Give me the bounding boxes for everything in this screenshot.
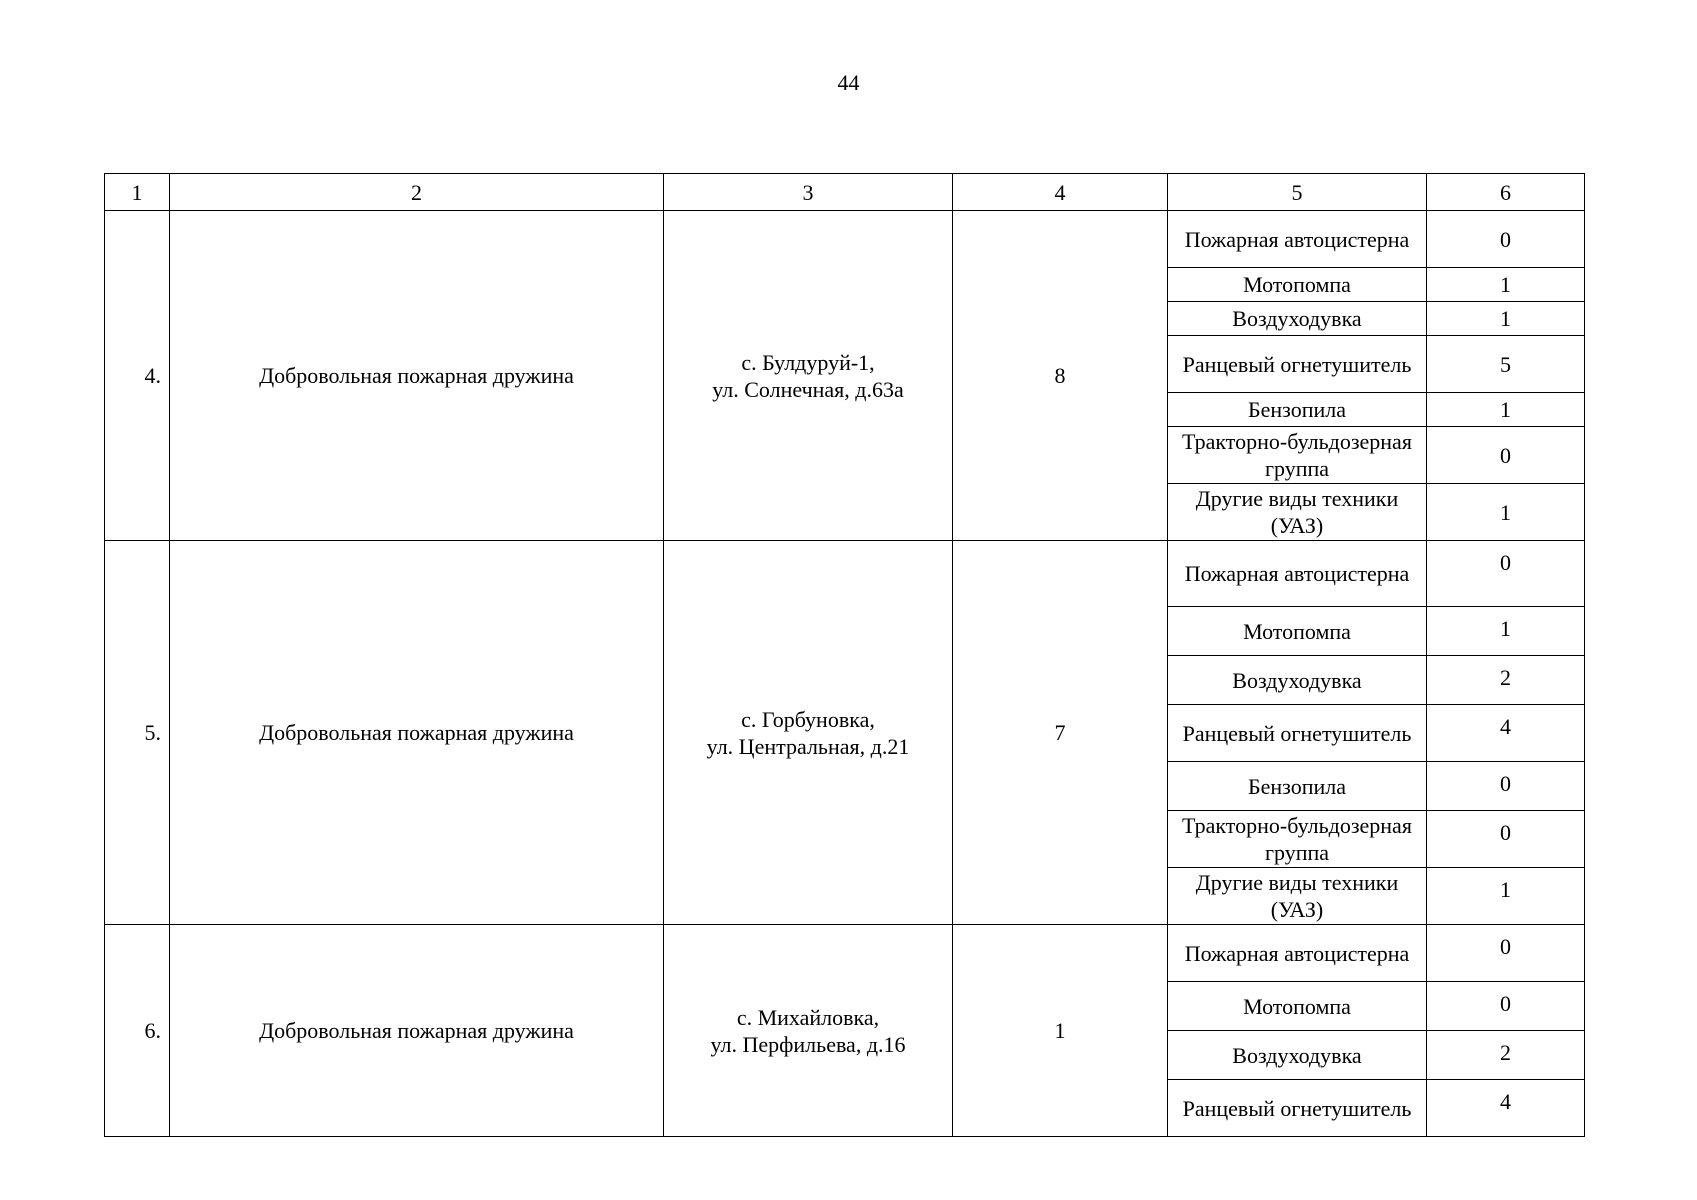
table-row — [105, 925, 1585, 982]
equipment-qty: 0 — [1427, 211, 1585, 268]
equipment-item: Мотопомпа — [1168, 982, 1427, 1031]
address-line-1: с. Булдуруй-1, — [741, 349, 875, 375]
equipment-item: Воздуходувка — [1168, 1031, 1427, 1080]
equipment-item: Другие виды техники (УАЗ) — [1168, 484, 1427, 541]
address-line-1: с. Михайловка, — [736, 1004, 880, 1030]
equipment-qty: 1 — [1427, 868, 1585, 925]
equipment-item: Мотопомпа — [1168, 268, 1427, 302]
header-cell: 3 — [664, 174, 953, 211]
equipment-item: Мотопомпа — [1168, 607, 1427, 656]
equipment-qty: 0 — [1427, 541, 1585, 607]
equipment-item: Воздуходувка — [1168, 302, 1427, 336]
equipment-qty: 1 — [1427, 268, 1585, 302]
table-row — [105, 211, 1585, 268]
row-number: 6. — [105, 925, 170, 1137]
unit-name: Добровольная пожарная дружина — [170, 925, 664, 1137]
equipment-item: Пожарная автоцистерна — [1168, 211, 1427, 268]
unit-address — [664, 211, 953, 541]
header-cell: 4 — [953, 174, 1168, 211]
equipment-item: Пожарная автоцистерна — [1168, 925, 1427, 982]
member-count: 8 — [953, 211, 1168, 541]
equipment-qty: 4 — [1427, 705, 1585, 762]
equipment-item: Воздуходувка — [1168, 656, 1427, 705]
equipment-qty: 1 — [1427, 302, 1585, 336]
row-number: 5. — [105, 541, 170, 925]
equipment-qty: 2 — [1427, 1031, 1585, 1080]
equipment-item: Другие виды техники (УАЗ) — [1168, 868, 1427, 925]
equipment-qty: 0 — [1427, 811, 1585, 868]
equipment-qty: 4 — [1427, 1080, 1585, 1137]
equipment-item: Тракторно-бульдозерная группа — [1168, 811, 1427, 868]
equipment-qty: 1 — [1427, 393, 1585, 427]
equipment-qty: 0 — [1427, 925, 1585, 982]
unit-address — [664, 541, 953, 925]
equipment-qty: 0 — [1427, 762, 1585, 811]
equipment-item: Ранцевый огнетушитель — [1168, 336, 1427, 393]
equipment-qty: 0 — [1427, 982, 1585, 1031]
header-cell: 1 — [105, 174, 170, 211]
equipment-qty: 2 — [1427, 656, 1585, 705]
equipment-item: Ранцевый огнетушитель — [1168, 1080, 1427, 1137]
equipment-item: Бензопила — [1168, 762, 1427, 811]
table-row — [105, 541, 1585, 607]
equipment-item: Бензопила — [1168, 393, 1427, 427]
unit-name: Добровольная пожарная дружина — [170, 541, 664, 925]
unit-address — [664, 925, 953, 1137]
equipment-qty: 1 — [1427, 484, 1585, 541]
member-count: 1 — [953, 925, 1168, 1137]
equipment-item: Тракторно-бульдозерная группа — [1168, 427, 1427, 484]
header-cell: 2 — [170, 174, 664, 211]
header-cell: 6 — [1427, 174, 1585, 211]
header-cell: 5 — [1168, 174, 1427, 211]
address-line-2: ул. Солнечная, д.63а — [712, 376, 904, 402]
header-row — [105, 174, 1585, 211]
equipment-qty: 0 — [1427, 427, 1585, 484]
address-line-2: ул. Центральная, д.21 — [706, 733, 910, 759]
equipment-qty: 5 — [1427, 336, 1585, 393]
unit-name: Добровольная пожарная дружина — [170, 211, 664, 541]
equipment-item: Пожарная автоцистерна — [1168, 541, 1427, 607]
address-line-1: с. Горбуновка, — [741, 706, 875, 732]
member-count: 7 — [953, 541, 1168, 925]
equipment-qty: 1 — [1427, 607, 1585, 656]
row-number: 4. — [105, 211, 170, 541]
equipment-item: Ранцевый огнетушитель — [1168, 705, 1427, 762]
address-line-2: ул. Перфильева, д.16 — [710, 1031, 906, 1057]
equipment-table — [104, 173, 1585, 1137]
page-number: 44 — [837, 70, 860, 95]
